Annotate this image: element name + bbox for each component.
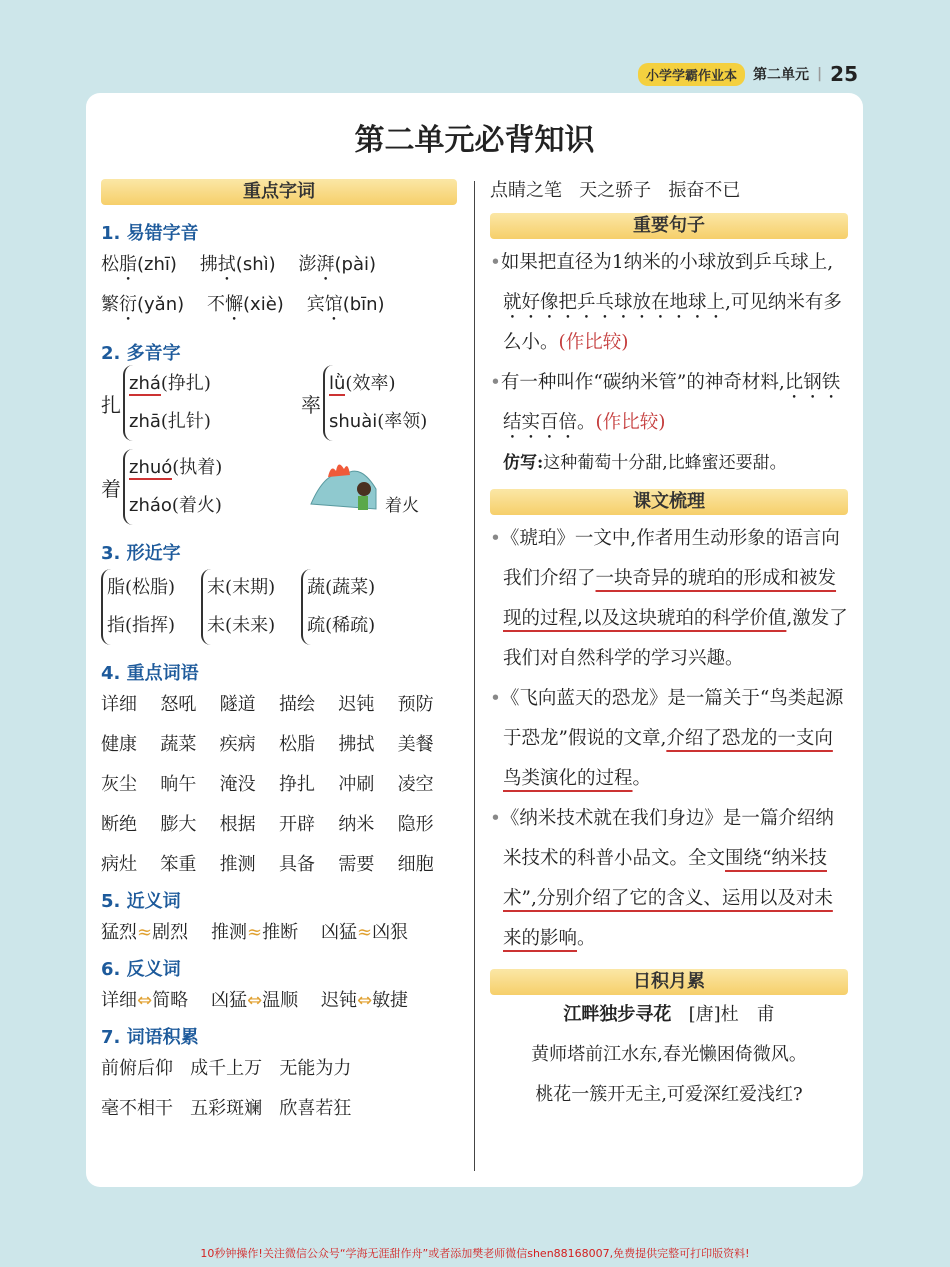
key-word: 开辟 xyxy=(278,814,315,835)
page-title: 第二单元必背知识 xyxy=(354,123,595,158)
key-word: 根据 xyxy=(219,814,256,835)
key-words-grid xyxy=(101,685,457,885)
unit-label: 第二单元 xyxy=(753,67,810,83)
important-sentence: •如果把直径为1纳米的小球放到乒乓球上,就好像把乒乓球放在地球上,可见纳米有多么小。(作比较) xyxy=(490,252,842,353)
key-word: 灰尘 xyxy=(101,774,137,795)
key-word: 晌午 xyxy=(160,774,197,795)
similar-group: 末(末期) 未(未来) xyxy=(201,569,275,645)
section-title-key-words: 4. 重点词语 xyxy=(101,663,199,684)
page-header xyxy=(638,62,858,86)
page-number: 25 xyxy=(830,62,858,86)
key-word: 膨大 xyxy=(160,814,197,835)
summary-paragraph: •《纳米技术就在我们身边》是一篇介绍纳米技术的科普小品文。全文围绕“纳米技术”,分别介绍了它的含义、运用以及对未来的影响。 xyxy=(490,808,834,949)
key-word: 淹没 xyxy=(219,774,256,795)
antonyms-row: 详细⇔简略 凶猛⇔温顺 迟钝⇔敏捷 xyxy=(101,990,409,1011)
key-word: 隧道 xyxy=(219,694,256,715)
poly-zhuo: 着 zhuó(执着) zháo(着火) xyxy=(101,449,222,525)
section-band-keywords: 重点字词 xyxy=(101,179,457,205)
accumulation-row: 毫不相干 五彩斑斓 欣喜若狂 xyxy=(101,1098,352,1119)
poly-brace: zhá(挣扎) zhā(扎针) xyxy=(123,365,211,441)
key-word: 松脂 xyxy=(278,734,315,755)
key-word: 详细 xyxy=(101,694,137,715)
key-word: 隐形 xyxy=(397,814,434,835)
poly-brace: lǜ(效率) shuài(率领) xyxy=(323,365,427,441)
poly-brace: zhuó(执着) zháo(着火) xyxy=(123,449,222,525)
key-word: 拂拭 xyxy=(338,734,375,755)
poem-line: 桃花一簇开无主,可爱深红爱浅红? xyxy=(535,1084,803,1105)
right-column xyxy=(490,179,848,1115)
section-title-synonyms: 5. 近义词 xyxy=(101,891,181,912)
section-title-pronunciation: 1. 易错字音 xyxy=(101,223,199,244)
section-title-antonyms: 6. 反义词 xyxy=(101,959,181,980)
key-word: 冲刷 xyxy=(338,774,375,795)
similar-chars-block xyxy=(101,569,457,645)
key-word: 美餐 xyxy=(397,734,434,755)
summary-paragraph: •《琥珀》一文中,作者用生动形象的语言向我们介绍了一块奇异的琥珀的形成和被发现的过程,以及这块琥珀的科学价值,激发了我们对自然科学的学习兴趣。 xyxy=(490,528,848,669)
pron-item: 繁衍(yǎn) xyxy=(101,294,185,315)
book-badge: 小学学霸作业本 xyxy=(638,63,745,86)
header-separator: | xyxy=(817,66,823,82)
footer-notice: 10秒钟操作!关注微信公众号“学海无涯甜作舟”或者添加樊老师微信shen88168007,免费提供完整可打印版资料! xyxy=(200,1247,750,1260)
pron-item: 不懈(xiè) xyxy=(207,294,284,315)
section-title-accumulation: 7. 词语积累 xyxy=(101,1027,199,1048)
illustration-caption: 着火 xyxy=(385,496,419,516)
synonyms-row: 猛烈≈剧烈 推测≈推断 凶猛≈凶狠 xyxy=(101,922,409,943)
column-divider xyxy=(474,181,475,1171)
fire-illustration-icon xyxy=(306,449,386,519)
key-word: 描绘 xyxy=(278,694,315,715)
key-word: 断绝 xyxy=(101,814,137,835)
pron-item: 宾馆(bīn) xyxy=(306,294,385,315)
key-word: 迟钝 xyxy=(338,694,375,715)
content-card xyxy=(86,93,863,1187)
poly-zha: 扎 zhá(挣扎) zhā(扎针) xyxy=(101,365,211,441)
accumulation-row: 前俯后仰 成千上万 无能为力 xyxy=(101,1058,352,1079)
poem-line: 黄师塔前江水东,春光懒困倚微风。 xyxy=(531,1044,807,1065)
section-band-daily: 日积月累 xyxy=(490,969,848,995)
key-word: 具备 xyxy=(278,854,315,875)
poem-heading: 江畔独步寻花 [唐]杜 甫 xyxy=(563,1004,775,1025)
pron-item: 拂拭(shì) xyxy=(199,254,276,275)
key-word: 预防 xyxy=(397,694,434,715)
section-title-similar-chars: 3. 形近字 xyxy=(101,543,181,564)
key-word: 需要 xyxy=(338,854,375,875)
polyphonic-block xyxy=(101,365,457,525)
section-title-polyphonic: 2. 多音字 xyxy=(101,343,181,364)
key-word: 细胞 xyxy=(397,854,434,875)
poly-lv: 率 lǜ(效率) shuài(率领) xyxy=(301,365,427,441)
important-sentence: •有一种叫作“碳纳米管”的神奇材料,比钢铁结实百倍。(作比较) xyxy=(490,372,841,433)
pronunciation-row xyxy=(101,285,457,325)
poem-block xyxy=(490,995,848,1115)
imitation-line: 仿写:这种葡萄十分甜,比蜂蜜还要甜。 xyxy=(503,453,787,473)
pronunciation-row xyxy=(101,245,457,285)
section-band-text-summary: 课文梳理 xyxy=(490,489,848,515)
key-word: 挣扎 xyxy=(278,774,315,795)
key-word: 健康 xyxy=(101,734,137,755)
key-word: 凌空 xyxy=(397,774,434,795)
left-column xyxy=(101,179,457,1129)
similar-group: 脂(松脂) 指(指挥) xyxy=(101,569,175,645)
key-word: 笨重 xyxy=(160,854,197,875)
key-word: 病灶 xyxy=(101,854,137,875)
summary-paragraph: •《飞向蓝天的恐龙》是一篇关于“鸟类起源于恐龙”假说的文章,介绍了恐龙的一支向鸟类演化的过程。 xyxy=(490,688,844,789)
section-band-sentences: 重要句子 xyxy=(490,213,848,239)
key-word: 蔬菜 xyxy=(160,734,197,755)
pron-item: 松脂(zhī) xyxy=(101,254,177,275)
similar-group: 蔬(蔬菜) 疏(稀疏) xyxy=(301,569,375,645)
key-word: 疾病 xyxy=(219,734,256,755)
pron-item: 澎湃(pài) xyxy=(298,254,377,275)
idioms-row: 点睛之笔 天之骄子 振奋不已 xyxy=(490,180,741,201)
key-word: 推测 xyxy=(219,854,256,875)
key-word: 纳米 xyxy=(338,814,375,835)
key-word: 怒吼 xyxy=(160,694,197,715)
